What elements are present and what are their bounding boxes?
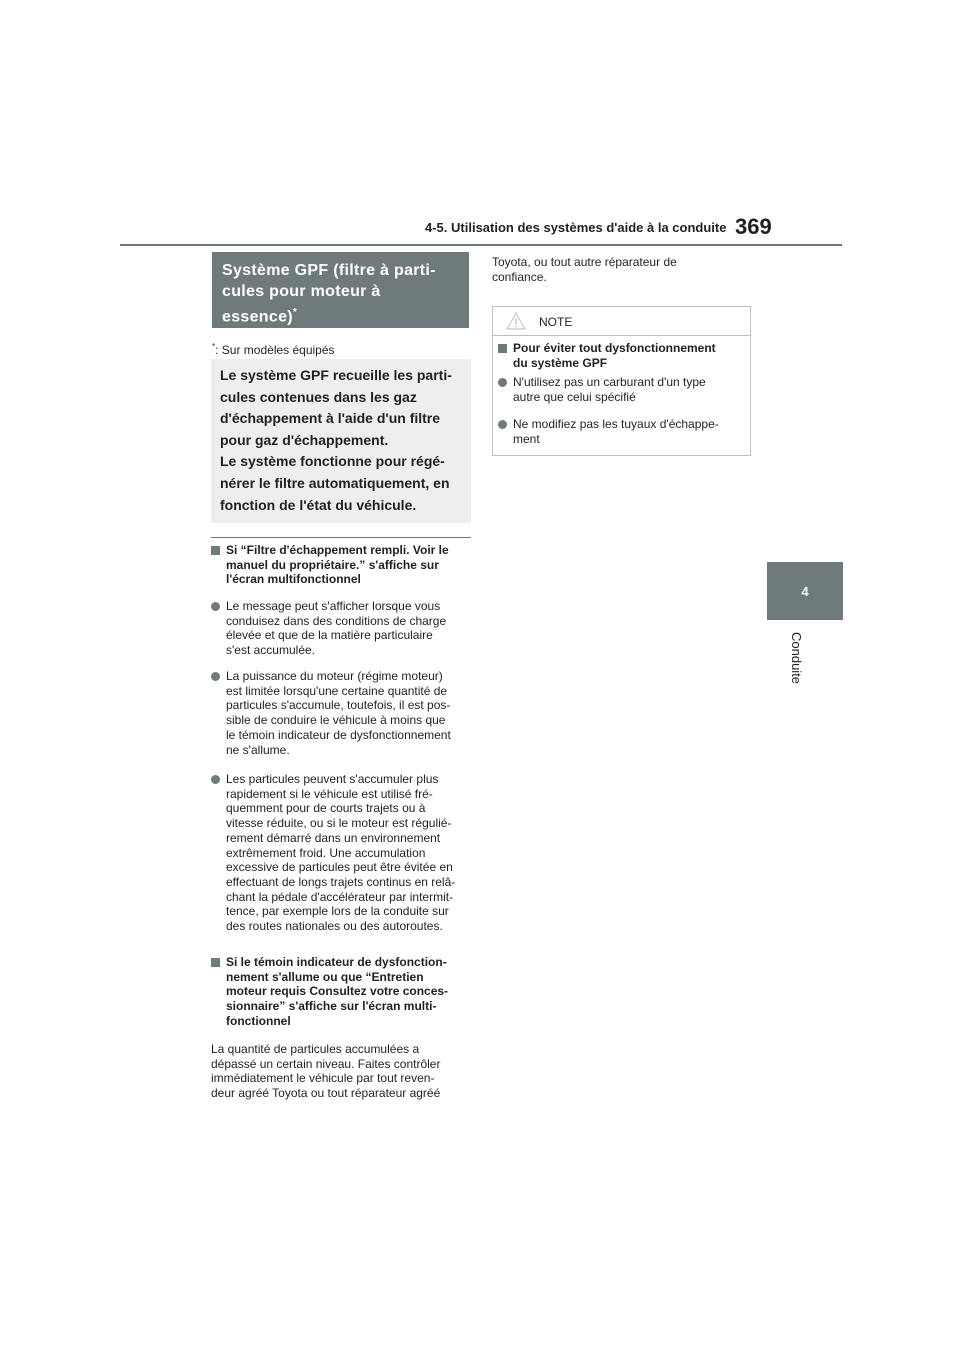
subheading-filter-full: Si “Filtre d'échappement rempli. Voir le manuel du propriétaire.” s'affiche sur l'écran multifonctionnel (211, 543, 488, 587)
summary-line: fonction de l'état du véhicule. (220, 496, 417, 513)
section-heading (212, 252, 469, 328)
bullet-item: Les particules peuvent s'accumuler plus rapidement si le véhicule est utilisé fré- quemment pour de courts trajets ou à vitesse réduite, ou si le moteur est régulié- rement démarré dans un environnement extrêmement froid. Une accumulation excessive de particules peut être évitée en effectuant de longs trajets continus en relâ- chant la pédale d'accélérateur par intermit- tence, par exemple lors de la conduite sur des routes nationales ou des autoroutes. (211, 772, 488, 934)
section-heading-line: Système GPF (filtre à parti- (222, 262, 436, 279)
summary-line: pour gaz d'échappement. (220, 431, 389, 448)
summary-line: nérer le filtre automatiquement, en (220, 474, 450, 491)
note-bullet: Ne modifiez pas les tuyaux d'échappe- ment (498, 417, 758, 446)
running-header-title: 4-5. Utilisation des systèmes d'aide à la conduite (425, 220, 727, 235)
chapter-number: 4 (801, 583, 809, 599)
page-number: 369 (735, 214, 772, 239)
body-paragraph: La quantité de particules accumulées a dépassé un certain niveau. Faites contrôler immédiatement le véhicule par tout reven- deur agréé Toyota ou tout réparateur agréé (211, 1042, 441, 1101)
note-label: NOTE (539, 315, 573, 329)
summary-line: d'échappement à l'aide d'un filtre (220, 410, 441, 427)
subheading-malfunction: Si le témoin indicateur de dysfonction- nement s'allume ou que “Entretien moteur requis Consultez votre conces- sionnaire” s'affiche sur l'écran multi- fonctionnel (211, 955, 488, 1029)
body-paragraph-continued: Toyota, ou tout autre réparateur de confiance. (492, 255, 677, 284)
note-header (493, 307, 750, 336)
summary-line: Le système GPF recueille les parti- (220, 367, 452, 383)
note-heading: Pour éviter tout dysfonctionnement du système GPF (498, 341, 758, 370)
footnote-mark: * (292, 307, 298, 318)
footnote: *: Sur modèles équipés (212, 342, 335, 357)
note-bullet: N'utilisez pas un carburant d'un type autre que celui spécifié (498, 375, 758, 404)
summary-line: cules contenues dans les gaz (220, 388, 417, 405)
chapter-label: Conduite (789, 632, 804, 685)
warning-triangle-icon (506, 312, 526, 330)
bullet-item: La puissance du moteur (régime moteur) est limitée lorsqu'une certaine quantité de particules s'accumule, toutefois, il est pos- sible de conduire le véhicule à moins que le témoin indicateur de dysfonctionnement ne s'allume. (211, 669, 488, 757)
summary-line: Le système fonctionne pour régé- (220, 453, 445, 470)
note-box (492, 306, 751, 456)
section-heading-line: cules pour moteur à (222, 283, 381, 300)
section-heading-line: essence)* (222, 307, 298, 326)
bullet-item: Le message peut s'afficher lorsque vous conduisez dans des conditions de charge élevée et que de la matière particulaire s'est accumulée. (211, 599, 488, 658)
chapter-tab (767, 562, 843, 620)
header-divider (120, 244, 842, 246)
summary-box (211, 359, 471, 523)
summary-divider (211, 537, 471, 538)
